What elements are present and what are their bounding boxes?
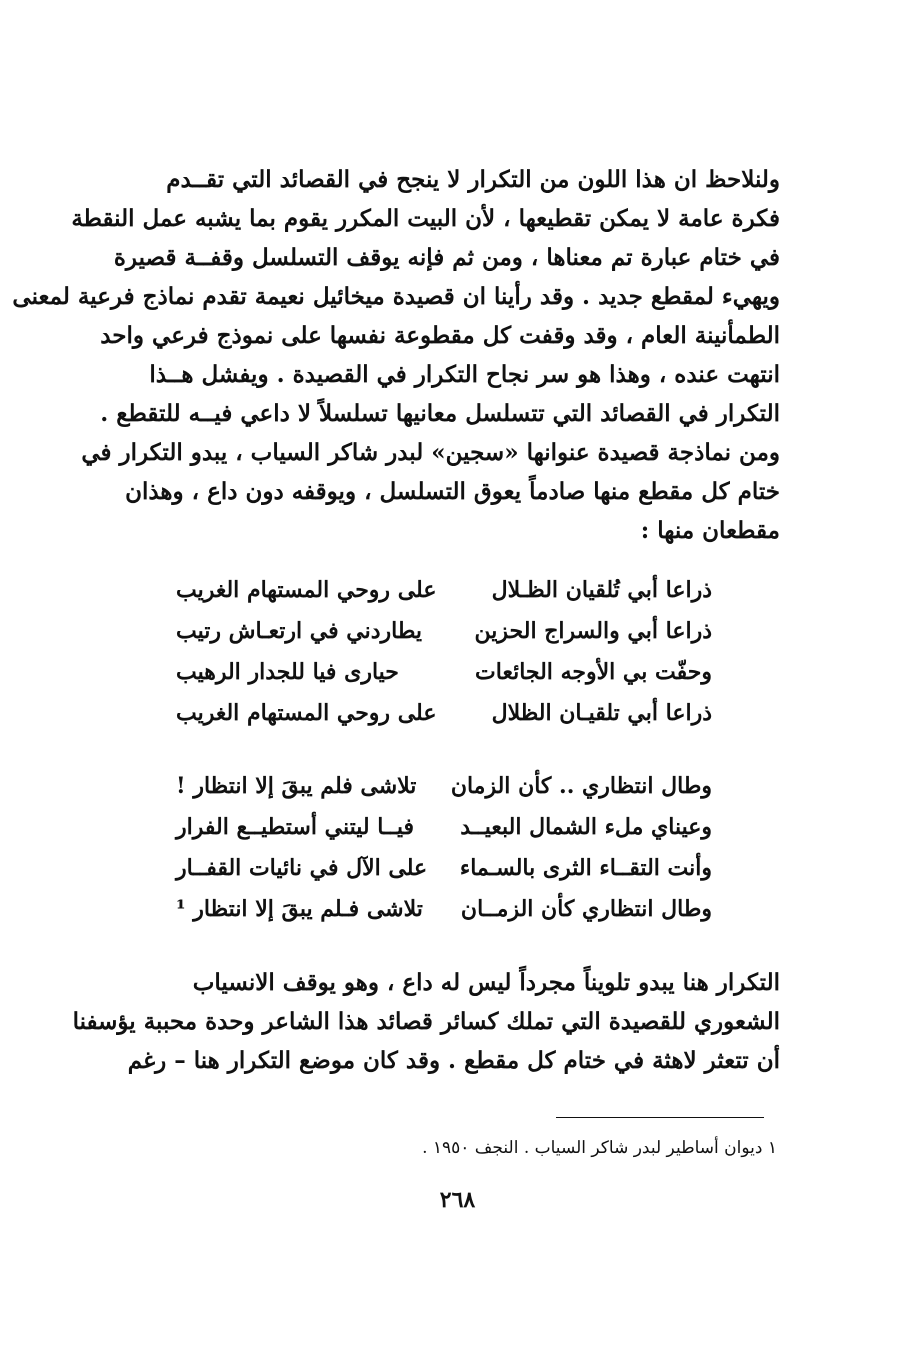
poem-verse [150, 611, 730, 652]
paragraph-line: أن تتعثر لاهثة في ختام كل مقطع . وقد كان موضع التكرار هنا – رغم [127, 1047, 780, 1074]
verse-second-hemistich: على روحي المستهام الغريب [176, 577, 437, 603]
paragraph-line: التكرار هنا يبدو تلويناً مجرداً ليس له داع ، وهو يوقف الانسياب [192, 969, 780, 996]
verse-first-hemistich: وحفّت بي الأوجه الجائعات [475, 659, 712, 685]
poem-verse [150, 570, 730, 611]
verse-first-hemistich: ذراعا أبي تُلقيان الظـلال [491, 577, 712, 603]
paragraph-line: ولنلاحظ ان هذا اللون من التكرار لا ينجح في القصائد التي تقــدم [166, 166, 780, 193]
verse-first-hemistich: ذراعا أبي تلقيـان الظلال [491, 700, 712, 726]
poem-verse [150, 766, 730, 807]
paragraph-line: في ختام عبارة تم معناها ، ومن ثم فإنه يوقف التسلسل وقفــة قصيرة [113, 244, 780, 271]
paragraph-1 [12, 160, 780, 550]
poem-stanza-1 [150, 570, 730, 734]
paragraph-line: ومن نماذجة قصيدة عنوانها «سجين» لبدر شاكر السياب ، يبدو التكرار في [81, 439, 780, 466]
poem-verse [150, 848, 730, 889]
page-number: ٢٦٨ [439, 1187, 476, 1213]
verse-second-hemistich: على الآل في نائيات القفــار [176, 855, 428, 881]
poem-verse [150, 807, 730, 848]
poem-verse [150, 652, 730, 693]
paragraph-line: انتهت عنده ، وهذا هو سر نجاح التكرار في القصيدة . ويفشل هــذا [149, 361, 780, 388]
verse-first-hemistich: ذراعا أبي والسراج الحزين [474, 618, 712, 644]
paragraph-line: ختام كل مقطع منها صادماً يعوق التسلسل ، ويوقفه دون داع ، وهذان [125, 478, 780, 505]
verse-second-hemistich: حيارى فيا للجدار الرهيب [176, 659, 399, 685]
paragraph-line: ويهيء لمقطع جديد . وقد رأينا ان قصيدة ميخائيل نعيمة تقدم نماذج فرعية لمعنى [12, 283, 780, 310]
verse-first-hemistich: وطال انتظاري كأن الزمــان [460, 896, 712, 922]
paragraph-line: التكرار في القصائد التي تتسلسل معانيها تسلسلاً لا داعي فيــه للتقطع . [100, 400, 780, 427]
footnote-separator [556, 1117, 764, 1118]
paragraph-line: فكرة عامة لا يمكن تقطيعها ، لأن البيت المكرر يقوم بما يشبه عمل النقطة [71, 205, 780, 232]
verse-second-hemistich: فيــا ليتني أستطيــع الفرار [176, 814, 414, 840]
verse-second-hemistich: يطاردني في ارتعـاش رتيب [176, 618, 423, 644]
verse-second-hemistich: تلاشى فلم يبقَ إلا انتظار ! [176, 773, 417, 799]
paragraph-line: الشعوري للقصيدة التي تملك كسائر قصائد هذا الشاعر وحدة محببة يؤسفنا [72, 1008, 780, 1035]
verse-first-hemistich: وأنت التقــاء الثرى بالسـماء [459, 855, 712, 881]
poem-verse [150, 889, 730, 930]
verse-first-hemistich: وطال انتظاري .. كأن الزمان [450, 773, 712, 799]
verse-second-hemistich: تلاشى فـلم يبقَ إلا انتظار ¹ [176, 896, 423, 922]
verse-second-hemistich: على روحي المستهام الغريب [176, 700, 437, 726]
paragraph-line: الطمأنينة العام ، وقد وقفت كل مقطوعة نفسها على نموذج فرعي واحد [100, 322, 780, 349]
footnote: ١ ديوان أساطير لبدر شاكر السياب . النجف ١٩٥٠ . [422, 1138, 777, 1158]
verse-first-hemistich: وعيناي ملء الشمال البعيــد [460, 814, 712, 840]
paragraph-2 [72, 963, 780, 1080]
paragraph-line: مقطعان منها : [640, 517, 780, 544]
poem-verse [150, 693, 730, 734]
poem-stanza-2 [150, 766, 730, 930]
